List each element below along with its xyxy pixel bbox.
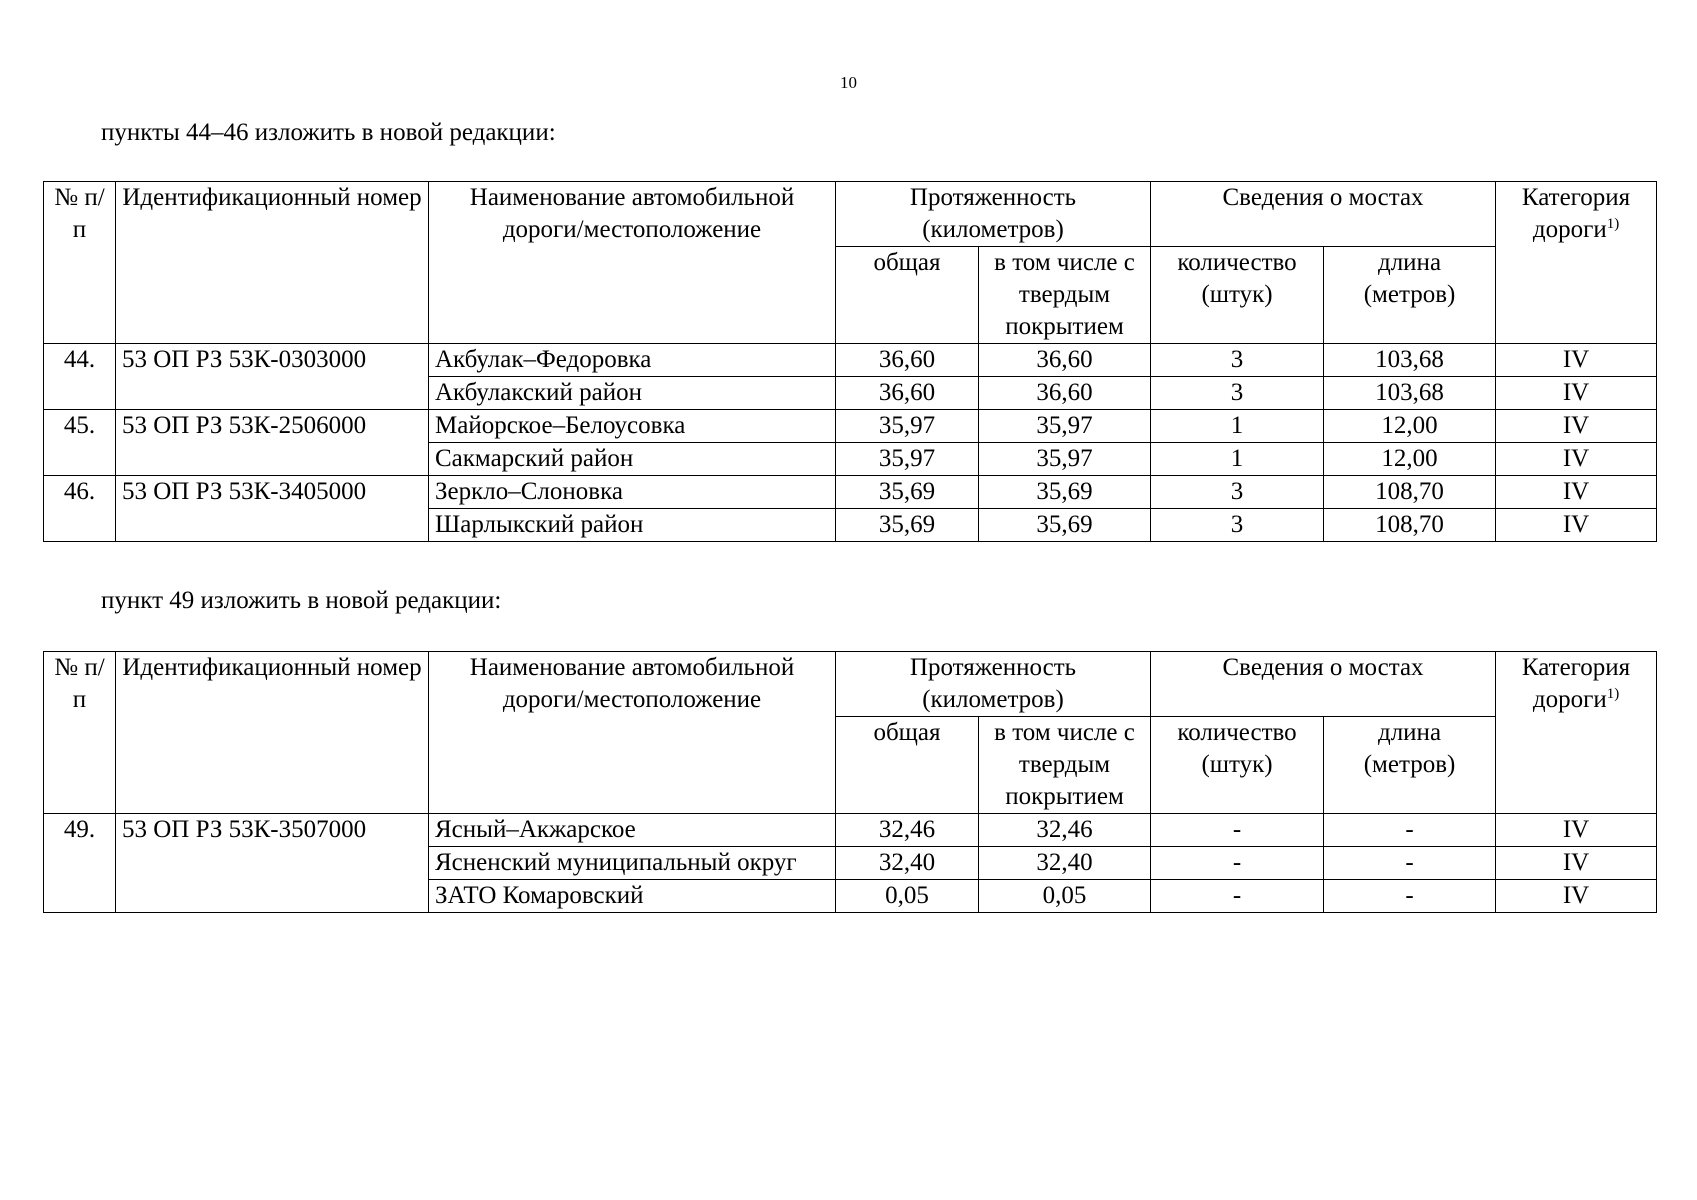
length-paved: 35,97	[979, 443, 1151, 476]
header-id-text: Идентификационный номер	[122, 184, 422, 211]
length-paved: 36,60	[979, 344, 1151, 377]
header-length-group-text: Протяженность (километров)	[909, 654, 1077, 713]
road-id: 53 ОП РЗ 53К-3405000	[116, 476, 429, 542]
header-name	[429, 182, 836, 344]
bridges-length: 12,00	[1324, 443, 1496, 476]
length-total: 32,40	[836, 847, 979, 880]
header-num-text: № п/п	[54, 184, 105, 243]
road-category: IV	[1496, 476, 1657, 509]
length-paved: 35,69	[979, 509, 1151, 542]
bridges-length: -	[1324, 847, 1496, 880]
bridges-count: 3	[1151, 509, 1324, 542]
road-id: 53 ОП РЗ 53К-3507000	[116, 814, 429, 913]
length-total: 32,46	[836, 814, 979, 847]
road-name: Майорское–Белоусовка	[429, 410, 836, 443]
header-name	[429, 652, 836, 814]
header-bridges-length	[1324, 247, 1496, 344]
bridges-length: -	[1324, 814, 1496, 847]
table-row	[44, 476, 1657, 509]
bridges-count: 3	[1151, 476, 1324, 509]
road-category: IV	[1496, 344, 1657, 377]
road-category: IV	[1496, 443, 1657, 476]
roads-table-1	[43, 181, 1657, 542]
length-paved: 32,46	[979, 814, 1151, 847]
header-name-text: Наименование автомобильной дороги/местоположение	[469, 654, 795, 713]
table-row	[44, 344, 1657, 377]
header-category-text: Категория дороги	[1521, 654, 1631, 713]
header-bridges-group	[1151, 182, 1496, 247]
bridges-count: 3	[1151, 344, 1324, 377]
length-paved: 36,60	[979, 377, 1151, 410]
road-name: Зеркло–Слоновка	[429, 476, 836, 509]
header-bridges-group	[1151, 652, 1496, 717]
header-bridges-length	[1324, 717, 1496, 814]
header-id	[116, 652, 429, 814]
header-id	[116, 182, 429, 344]
bridges-length: 103,68	[1324, 344, 1496, 377]
road-name: Акбулакский район	[429, 377, 836, 410]
bridges-count: -	[1151, 814, 1324, 847]
header-row	[44, 182, 1657, 247]
header-num	[44, 182, 116, 344]
length-total: 0,05	[836, 880, 979, 913]
header-category-text: Категория дороги	[1521, 184, 1631, 243]
header-total	[836, 717, 979, 814]
header-bridges-count	[1151, 247, 1324, 344]
header-num	[44, 652, 116, 814]
header-bridges-count	[1151, 717, 1324, 814]
length-total: 36,60	[836, 377, 979, 410]
length-paved: 35,97	[979, 410, 1151, 443]
road-category: IV	[1496, 509, 1657, 542]
header-paved	[979, 717, 1151, 814]
road-id: 53 ОП РЗ 53К-2506000	[116, 410, 429, 476]
road-id: 53 ОП РЗ 53К-0303000	[116, 344, 429, 410]
header-paved-text: в том числе с твердым покрытием	[994, 719, 1135, 810]
header-bridges-count-text: количество (штук)	[1177, 249, 1297, 308]
row-number: 46.	[44, 476, 116, 542]
section-intro-2: пункт 49 изложить в новой редакции:	[101, 587, 502, 614]
bridges-length: 12,00	[1324, 410, 1496, 443]
road-category: IV	[1496, 847, 1657, 880]
header-length-group-text: Протяженность (километров)	[909, 184, 1077, 243]
page-number: 10	[840, 73, 857, 92]
header-length-group	[836, 652, 1151, 717]
road-name: Акбулак–Федоровка	[429, 344, 836, 377]
header-category	[1496, 182, 1657, 344]
road-name: Ясненский муниципальный округ	[429, 847, 836, 880]
header-category	[1496, 652, 1657, 814]
road-category: IV	[1496, 410, 1657, 443]
road-category: IV	[1496, 880, 1657, 913]
bridges-count: 1	[1151, 443, 1324, 476]
header-paved-text: в том числе с твердым покрытием	[994, 249, 1135, 340]
table-row	[44, 814, 1657, 847]
length-total: 35,97	[836, 443, 979, 476]
road-name: Ясный–Акжарское	[429, 814, 836, 847]
header-total-text: общая	[873, 249, 941, 276]
row-number: 44.	[44, 344, 116, 410]
road-category: IV	[1496, 814, 1657, 847]
header-total	[836, 247, 979, 344]
category-footnote-mark: 1)	[1606, 216, 1620, 232]
header-paved	[979, 247, 1151, 344]
bridges-count: -	[1151, 847, 1324, 880]
category-footnote-mark: 1)	[1606, 686, 1620, 702]
road-name: Шарлыкский район	[429, 509, 836, 542]
header-row	[44, 652, 1657, 717]
length-total: 36,60	[836, 344, 979, 377]
bridges-length: 108,70	[1324, 509, 1496, 542]
length-total: 35,97	[836, 410, 979, 443]
bridges-length: 108,70	[1324, 476, 1496, 509]
header-num-text: № п/п	[54, 654, 105, 713]
road-name: Сакмарский район	[429, 443, 836, 476]
road-name: ЗАТО Комаровский	[429, 880, 836, 913]
header-bridges-group-text: Сведения о мостах	[1222, 184, 1424, 211]
header-id-text: Идентификационный номер	[122, 654, 422, 681]
table-row	[44, 410, 1657, 443]
length-paved: 0,05	[979, 880, 1151, 913]
header-bridges-length-text: длина (метров)	[1363, 719, 1456, 778]
row-number: 49.	[44, 814, 116, 913]
roads-table-2	[43, 651, 1657, 913]
header-bridges-count-text: количество (штук)	[1177, 719, 1297, 778]
bridges-length: -	[1324, 880, 1496, 913]
header-bridges-length-text: длина (метров)	[1363, 249, 1456, 308]
header-total-text: общая	[873, 719, 941, 746]
header-name-text: Наименование автомобильной дороги/местоположение	[469, 184, 795, 243]
length-total: 35,69	[836, 476, 979, 509]
row-number: 45.	[44, 410, 116, 476]
length-paved: 35,69	[979, 476, 1151, 509]
bridges-count: 1	[1151, 410, 1324, 443]
header-bridges-group-text: Сведения о мостах	[1222, 654, 1424, 681]
header-length-group	[836, 182, 1151, 247]
length-paved: 32,40	[979, 847, 1151, 880]
length-total: 35,69	[836, 509, 979, 542]
bridges-count: -	[1151, 880, 1324, 913]
road-category: IV	[1496, 377, 1657, 410]
bridges-length: 103,68	[1324, 377, 1496, 410]
bridges-count: 3	[1151, 377, 1324, 410]
section-intro-1: пункты 44–46 изложить в новой редакции:	[101, 119, 556, 146]
